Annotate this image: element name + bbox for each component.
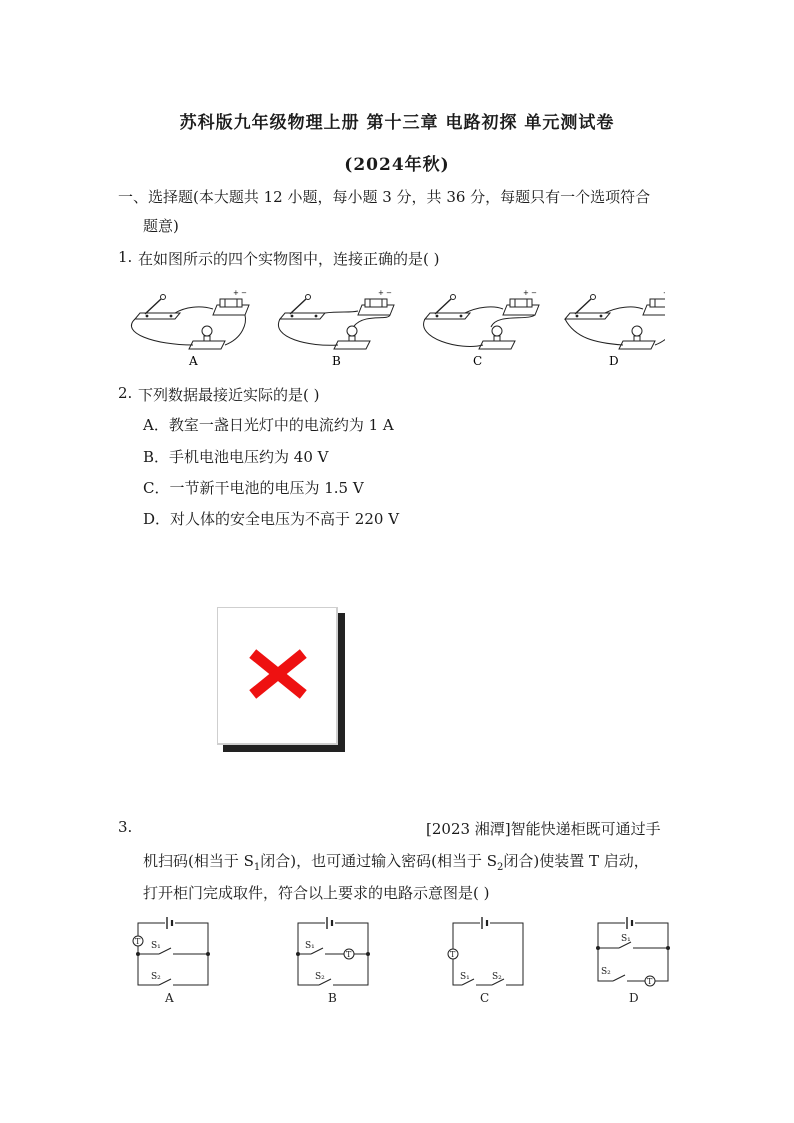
section-heading: 一、选择题(本大题共 12 小题，每小题 3 分，共 36 分，每题只有一个选项符合 [118, 188, 651, 206]
q2-number: 2. [118, 384, 133, 402]
q2-option-c: C．一节新干电池的电压为 1.5 V [143, 479, 364, 497]
q3-stem-line3: 打开柜门完成取件，符合以上要求的电路示意图是( ) [143, 884, 490, 902]
q3-label-a: A [165, 991, 174, 1005]
svg-text:T: T [450, 950, 456, 959]
q2-option-a: A．教室一盏日光灯中的电流约为 1 A [143, 416, 394, 434]
svg-text:S₂: S₂ [151, 972, 161, 982]
q3-circuit-diagrams [125, 910, 685, 1010]
q3-label-d: D [629, 991, 639, 1005]
svg-text:S₂: S₂ [315, 972, 325, 982]
q1-label-b: B [332, 354, 341, 368]
q1-stem: 在如图所示的四个实物图中，连接正确的是( ) [138, 250, 440, 268]
page-subtitle: (2024年秋) [344, 155, 450, 175]
svg-text:S₂: S₂ [492, 972, 502, 982]
broken-image-icon [217, 607, 345, 752]
q3-label-c: C [480, 991, 490, 1005]
q2-option-d: D．对人体的安全电压为不高于 220 V [143, 510, 400, 528]
q3-label-b: B [328, 991, 337, 1005]
q3-source: [2023 湘潭]智能快递柜既可通过手 [426, 820, 661, 838]
section-heading-cont: 题意) [143, 217, 179, 235]
q1-label-d: D [609, 354, 619, 368]
q1-label-c: C [473, 354, 483, 368]
svg-text:T: T [135, 937, 141, 946]
svg-text:S₁: S₁ [460, 972, 470, 982]
q1-number: 1. [118, 248, 133, 266]
q2-option-b: B．手机电池电压约为 40 V [143, 448, 329, 466]
svg-text:T: T [647, 977, 653, 986]
page-title: 苏科版九年级物理上册 第十三章 电路初探 单元测试卷 [179, 113, 615, 133]
q2-stem: 下列数据最接近实际的是( ) [138, 386, 320, 404]
q1-label-a: A [189, 354, 198, 368]
svg-text:S₁: S₁ [621, 934, 631, 944]
svg-text:S₁: S₁ [151, 941, 161, 951]
svg-text:S₂: S₂ [601, 967, 611, 977]
svg-text:S₁: S₁ [305, 941, 315, 951]
q1-circuit-figures [125, 283, 665, 373]
q3-number: 3. [118, 818, 133, 836]
q3-stem-line2: 机扫码(相当于 $S_1$闭合)，也可通过输入密码(相当于 $S_2$闭合)使装置 T 启动， [143, 852, 649, 873]
svg-text:T: T [346, 950, 352, 959]
